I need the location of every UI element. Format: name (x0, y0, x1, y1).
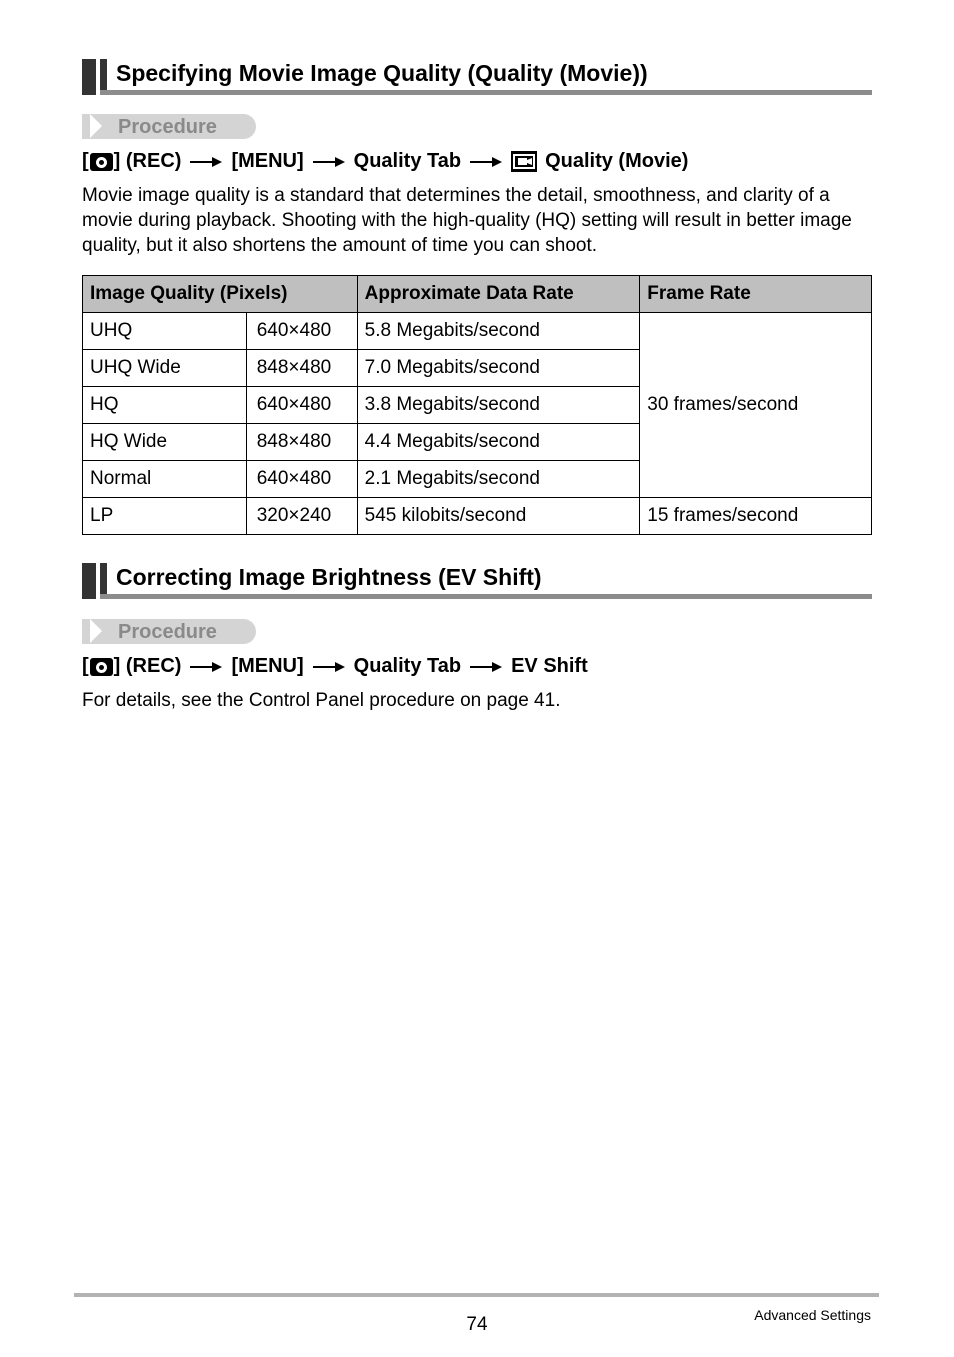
rate-cell: 7.0 Megabits/second (357, 350, 640, 387)
procedure-notch (90, 619, 102, 643)
right-arrow-icon (188, 661, 224, 673)
right-arrow-icon (468, 156, 504, 168)
rec-label: ] (REC) (113, 150, 182, 172)
procedure-notch (90, 114, 102, 138)
quality-cell: LP (83, 498, 247, 535)
page-number: 74 (466, 1314, 488, 1335)
bracket-open: [ (82, 655, 89, 677)
menu-path (82, 150, 688, 173)
header-bar-decoration (82, 59, 96, 95)
section-title: Specifying Movie Image Quality (Quality (Movie)) (116, 60, 648, 86)
item-label: Quality (Movie) (545, 150, 689, 172)
section-header-ev-shift (82, 563, 872, 599)
header-frame-rate: Frame Rate (640, 276, 872, 313)
pixels-cell: 320×240 (246, 498, 357, 535)
procedure-label: Procedure (118, 621, 217, 643)
procedure-label: Procedure (118, 116, 217, 138)
camera-icon (90, 658, 113, 676)
table-header-row (83, 276, 872, 313)
quality-cell: HQ (83, 387, 247, 424)
bracket-open: [ (82, 150, 89, 172)
table-row (83, 498, 872, 535)
header-underline (100, 594, 872, 599)
right-arrow-icon (311, 156, 347, 168)
right-arrow-icon (468, 661, 504, 673)
rate-cell: 545 kilobits/second (357, 498, 640, 535)
quality-cell: Normal (83, 461, 247, 498)
section-title: Correcting Image Brightness (EV Shift) (116, 564, 542, 590)
menu-path (82, 655, 588, 678)
description-paragraph: For details, see the Control Panel procedure on page 41. (82, 690, 561, 711)
rate-cell: 3.8 Megabits/second (357, 387, 640, 424)
menu-label: [MENU] (231, 150, 304, 172)
right-arrow-icon (311, 661, 347, 673)
rate-cell: 5.8 Megabits/second (357, 313, 640, 350)
procedure-badge (82, 114, 256, 139)
frame-rate-cell: 15 frames/second (640, 498, 872, 535)
pixels-cell: 848×480 (246, 424, 357, 461)
tab-label: Quality Tab (353, 150, 462, 172)
movie-quality-icon (511, 151, 537, 172)
quality-cell: HQ Wide (83, 424, 247, 461)
right-arrow-icon (188, 156, 224, 168)
rate-cell: 4.4 Megabits/second (357, 424, 640, 461)
header-image-quality: Image Quality (Pixels) (83, 276, 358, 313)
header-underline (100, 90, 872, 95)
header-data-rate: Approximate Data Rate (357, 276, 640, 313)
procedure-badge (82, 619, 256, 644)
header-bar-decoration (82, 563, 96, 599)
quality-cell: UHQ (83, 313, 247, 350)
frame-rate-cell: 30 frames/second (640, 313, 872, 498)
item-label: EV Shift (511, 655, 588, 677)
section-header-movie-quality (82, 59, 872, 95)
footer-rule (74, 1293, 879, 1297)
table-row (83, 313, 872, 350)
pixels-cell: 640×480 (246, 387, 357, 424)
pixels-cell: 848×480 (246, 350, 357, 387)
footer-section-label: Advanced Settings (754, 1307, 871, 1323)
camera-icon (90, 153, 113, 171)
tab-label: Quality Tab (353, 655, 462, 677)
quality-table (82, 275, 872, 535)
quality-cell: UHQ Wide (83, 350, 247, 387)
menu-label: [MENU] (231, 655, 304, 677)
pixels-cell: 640×480 (246, 313, 357, 350)
pixels-cell: 640×480 (246, 461, 357, 498)
rec-label: ] (REC) (113, 655, 182, 677)
description-paragraph: Movie image quality is a standard that determines the detail, smoothness, and clarity of a movie during playback. Shooting with the high-quality (HQ) setting will result in better image quality, but it also shortens the amount of time you can shoot. (82, 185, 852, 256)
rate-cell: 2.1 Megabits/second (357, 461, 640, 498)
